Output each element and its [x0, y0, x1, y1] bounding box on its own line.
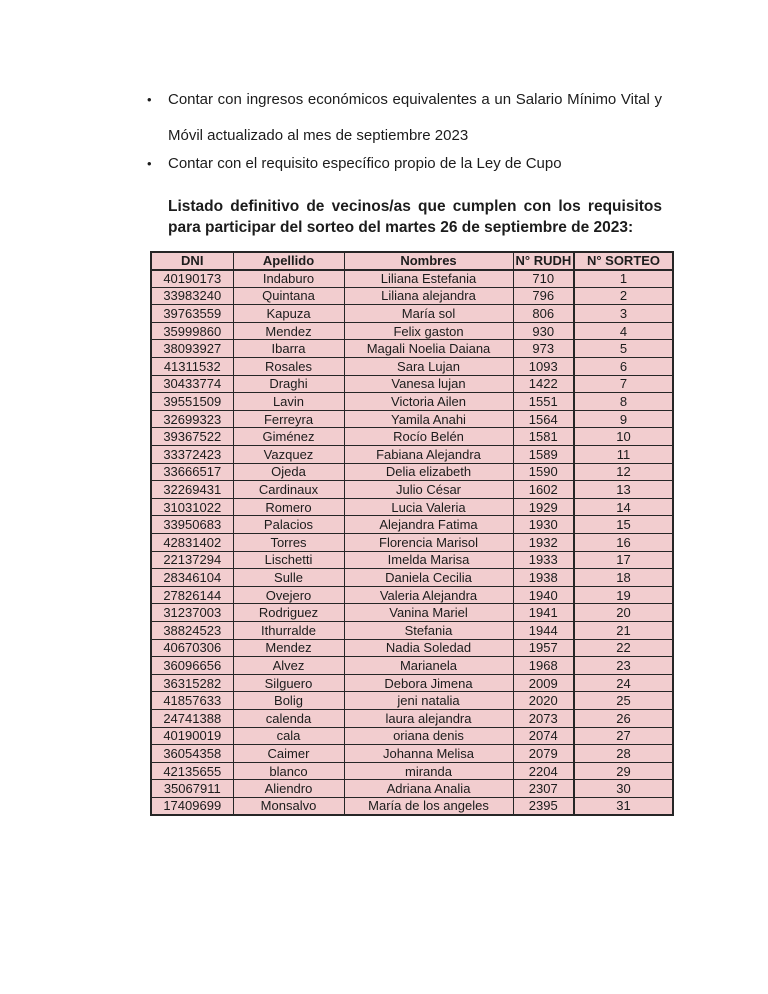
- bullet-item: [147, 146, 662, 182]
- cell-apellido: Sulle: [233, 569, 344, 587]
- table-row: [151, 639, 673, 657]
- cell-rudh: 1930: [513, 516, 574, 534]
- cell-sorteo: 12: [574, 463, 673, 481]
- cell-nombres: Marianela: [344, 657, 513, 675]
- cell-apellido: Monsalvo: [233, 797, 344, 815]
- cell-sorteo: 24: [574, 674, 673, 692]
- cell-rudh: 1944: [513, 621, 574, 639]
- cell-dni: 30433774: [151, 375, 233, 393]
- cell-nombres: Yamila Anahi: [344, 410, 513, 428]
- cell-rudh: 1940: [513, 586, 574, 604]
- column-header-sorteo: N° SORTEO: [574, 252, 673, 270]
- cell-rudh: 2307: [513, 780, 574, 798]
- cell-apellido: Ibarra: [233, 340, 344, 358]
- cell-nombres: María de los angeles: [344, 797, 513, 815]
- cell-dni: 17409699: [151, 797, 233, 815]
- column-header-rudh: N° RUDH: [513, 252, 574, 270]
- cell-rudh: 2079: [513, 745, 574, 763]
- cell-dni: 33983240: [151, 287, 233, 305]
- cell-nombres: Victoria Ailen: [344, 393, 513, 411]
- cell-sorteo: 25: [574, 692, 673, 710]
- cell-dni: 40670306: [151, 639, 233, 657]
- cell-nombres: Delia elizabeth: [344, 463, 513, 481]
- cell-sorteo: 10: [574, 428, 673, 446]
- cell-rudh: 1968: [513, 657, 574, 675]
- table-row: [151, 446, 673, 464]
- cell-rudh: 1564: [513, 410, 574, 428]
- cell-nombres: Imelda Marisa: [344, 551, 513, 569]
- cell-sorteo: 19: [574, 586, 673, 604]
- cell-apellido: Ovejero: [233, 586, 344, 604]
- cell-nombres: Adriana Analia: [344, 780, 513, 798]
- cell-nombres: Vanina Mariel: [344, 604, 513, 622]
- cell-dni: 28346104: [151, 569, 233, 587]
- table-row: [151, 692, 673, 710]
- table-body: [151, 270, 673, 815]
- cell-nombres: Liliana alejandra: [344, 287, 513, 305]
- cell-nombres: Felix gaston: [344, 322, 513, 340]
- cell-dni: 32699323: [151, 410, 233, 428]
- cell-apellido: Lischetti: [233, 551, 344, 569]
- cell-dni: 38093927: [151, 340, 233, 358]
- bullet-icon: •: [147, 156, 152, 171]
- cell-sorteo: 22: [574, 639, 673, 657]
- cell-apellido: Bolig: [233, 692, 344, 710]
- table-row: [151, 780, 673, 798]
- cell-nombres: Magali Noelia Daiana: [344, 340, 513, 358]
- cell-dni: 38824523: [151, 621, 233, 639]
- cell-sorteo: 7: [574, 375, 673, 393]
- cell-apellido: Rosales: [233, 358, 344, 376]
- cell-apellido: Mendez: [233, 639, 344, 657]
- table-row: [151, 534, 673, 552]
- cell-rudh: 973: [513, 340, 574, 358]
- cell-sorteo: 15: [574, 516, 673, 534]
- cell-apellido: Lavin: [233, 393, 344, 411]
- cell-rudh: 806: [513, 305, 574, 323]
- cell-rudh: 2020: [513, 692, 574, 710]
- cell-rudh: 710: [513, 270, 574, 288]
- cell-nombres: Florencia Marisol: [344, 534, 513, 552]
- column-header-nombres: Nombres: [344, 252, 513, 270]
- cell-dni: 33372423: [151, 446, 233, 464]
- cell-sorteo: 18: [574, 569, 673, 587]
- cell-nombres: Daniela Cecilia: [344, 569, 513, 587]
- cell-apellido: Ojeda: [233, 463, 344, 481]
- cell-apellido: Torres: [233, 534, 344, 552]
- cell-dni: 33666517: [151, 463, 233, 481]
- cell-rudh: 1590: [513, 463, 574, 481]
- cell-nombres: laura alejandra: [344, 709, 513, 727]
- table-row: [151, 586, 673, 604]
- cell-apellido: Indaburo: [233, 270, 344, 288]
- cell-sorteo: 28: [574, 745, 673, 763]
- cell-sorteo: 23: [574, 657, 673, 675]
- cell-apellido: Palacios: [233, 516, 344, 534]
- cell-nombres: Fabiana Alejandra: [344, 446, 513, 464]
- table-row: [151, 358, 673, 376]
- cell-apellido: Cardinaux: [233, 481, 344, 499]
- cell-sorteo: 31: [574, 797, 673, 815]
- cell-rudh: 2074: [513, 727, 574, 745]
- cell-apellido: Ferreyra: [233, 410, 344, 428]
- cell-dni: 24741388: [151, 709, 233, 727]
- cell-apellido: Giménez: [233, 428, 344, 446]
- cell-nombres: Alejandra Fatima: [344, 516, 513, 534]
- cell-rudh: 930: [513, 322, 574, 340]
- bullet-text: Contar con el requisito específico propio de la Ley de Cupo: [168, 155, 562, 172]
- cell-sorteo: 14: [574, 498, 673, 516]
- table-row: [151, 569, 673, 587]
- cell-sorteo: 17: [574, 551, 673, 569]
- cell-sorteo: 11: [574, 446, 673, 464]
- cell-sorteo: 1: [574, 270, 673, 288]
- table-row: [151, 322, 673, 340]
- cell-nombres: Julio César: [344, 481, 513, 499]
- cell-rudh: 1941: [513, 604, 574, 622]
- cell-rudh: 796: [513, 287, 574, 305]
- cell-dni: 41857633: [151, 692, 233, 710]
- cell-nombres: Valeria Alejandra: [344, 586, 513, 604]
- cell-apellido: Rodriguez: [233, 604, 344, 622]
- cell-nombres: oriana denis: [344, 727, 513, 745]
- cell-nombres: Stefania: [344, 621, 513, 639]
- cell-dni: 41311532: [151, 358, 233, 376]
- column-header-apellido: Apellido: [233, 252, 344, 270]
- cell-nombres: Johanna Melisa: [344, 745, 513, 763]
- cell-sorteo: 4: [574, 322, 673, 340]
- cell-apellido: Caimer: [233, 745, 344, 763]
- table-row: [151, 551, 673, 569]
- cell-sorteo: 2: [574, 287, 673, 305]
- cell-nombres: Sara Lujan: [344, 358, 513, 376]
- table-row: [151, 393, 673, 411]
- cell-dni: 40190173: [151, 270, 233, 288]
- cell-apellido: Kapuza: [233, 305, 344, 323]
- cell-rudh: 1093: [513, 358, 574, 376]
- cell-rudh: 1589: [513, 446, 574, 464]
- cell-rudh: 2204: [513, 762, 574, 780]
- cell-sorteo: 29: [574, 762, 673, 780]
- cell-rudh: 1957: [513, 639, 574, 657]
- cell-dni: 40190019: [151, 727, 233, 745]
- cell-dni: 35067911: [151, 780, 233, 798]
- cell-rudh: 2009: [513, 674, 574, 692]
- cell-dni: 31237003: [151, 604, 233, 622]
- cell-apellido: cala: [233, 727, 344, 745]
- cell-rudh: 1932: [513, 534, 574, 552]
- cell-apellido: Aliendro: [233, 780, 344, 798]
- cell-dni: 36315282: [151, 674, 233, 692]
- cell-apellido: Quintana: [233, 287, 344, 305]
- cell-nombres: Lucia Valeria: [344, 498, 513, 516]
- bullet-list: [147, 82, 662, 182]
- cell-apellido: Mendez: [233, 322, 344, 340]
- cell-sorteo: 9: [574, 410, 673, 428]
- cell-rudh: 1602: [513, 481, 574, 499]
- table-row: [151, 604, 673, 622]
- cell-nombres: miranda: [344, 762, 513, 780]
- table-row: [151, 375, 673, 393]
- table-row: [151, 762, 673, 780]
- bullet-icon: •: [147, 92, 152, 107]
- table-row: [151, 463, 673, 481]
- cell-sorteo: 5: [574, 340, 673, 358]
- cell-apellido: Draghi: [233, 375, 344, 393]
- cell-nombres: María sol: [344, 305, 513, 323]
- table-row: [151, 428, 673, 446]
- cell-dni: 42135655: [151, 762, 233, 780]
- cell-sorteo: 3: [574, 305, 673, 323]
- table-row: [151, 498, 673, 516]
- cell-sorteo: 13: [574, 481, 673, 499]
- cell-sorteo: 16: [574, 534, 673, 552]
- cell-rudh: 1929: [513, 498, 574, 516]
- cell-apellido: calenda: [233, 709, 344, 727]
- cell-rudh: 1551: [513, 393, 574, 411]
- table-row: [151, 305, 673, 323]
- cell-apellido: Silguero: [233, 674, 344, 692]
- table-header-row: [151, 252, 673, 270]
- table-row: [151, 709, 673, 727]
- table-row: [151, 674, 673, 692]
- cell-apellido: Vazquez: [233, 446, 344, 464]
- cell-sorteo: 30: [574, 780, 673, 798]
- cell-nombres: Debora Jimena: [344, 674, 513, 692]
- cell-dni: 39763559: [151, 305, 233, 323]
- cell-apellido: Alvez: [233, 657, 344, 675]
- table-row: [151, 410, 673, 428]
- table-row: [151, 797, 673, 815]
- cell-rudh: 1933: [513, 551, 574, 569]
- bullet-text: Contar con ingresos económicos equivalentes a un Salario Mínimo Vital y Móvil actualizado al mes de septiembre 2023: [168, 91, 662, 144]
- cell-apellido: Romero: [233, 498, 344, 516]
- cell-sorteo: 21: [574, 621, 673, 639]
- cell-rudh: 1422: [513, 375, 574, 393]
- column-header-dni: DNI: [151, 252, 233, 270]
- cell-dni: 33950683: [151, 516, 233, 534]
- cell-dni: 39367522: [151, 428, 233, 446]
- cell-nombres: jeni natalia: [344, 692, 513, 710]
- cell-sorteo: 26: [574, 709, 673, 727]
- cell-sorteo: 20: [574, 604, 673, 622]
- table-row: [151, 657, 673, 675]
- table-row: [151, 745, 673, 763]
- cell-dni: 31031022: [151, 498, 233, 516]
- cell-sorteo: 8: [574, 393, 673, 411]
- table-row: [151, 727, 673, 745]
- cell-sorteo: 6: [574, 358, 673, 376]
- cell-dni: 39551509: [151, 393, 233, 411]
- cell-dni: 42831402: [151, 534, 233, 552]
- cell-sorteo: 27: [574, 727, 673, 745]
- table-row: [151, 287, 673, 305]
- bullet-item: [147, 82, 662, 154]
- cell-dni: 35999860: [151, 322, 233, 340]
- table-row: [151, 270, 673, 288]
- table-row: [151, 481, 673, 499]
- cell-nombres: Rocío Belén: [344, 428, 513, 446]
- table-row: [151, 516, 673, 534]
- participants-table: [150, 251, 674, 816]
- cell-rudh: 1581: [513, 428, 574, 446]
- cell-apellido: Ithurralde: [233, 621, 344, 639]
- cell-rudh: 1938: [513, 569, 574, 587]
- cell-dni: 36054358: [151, 745, 233, 763]
- cell-dni: 32269431: [151, 481, 233, 499]
- cell-apellido: blanco: [233, 762, 344, 780]
- cell-dni: 27826144: [151, 586, 233, 604]
- cell-nombres: Vanesa lujan: [344, 375, 513, 393]
- cell-dni: 36096656: [151, 657, 233, 675]
- table-row: [151, 340, 673, 358]
- list-heading: Listado definitivo de vecinos/as que cumplen con los requisitos para participar del sorteo del martes 26 de septiembre de 2023:: [168, 198, 662, 236]
- cell-rudh: 2395: [513, 797, 574, 815]
- table-row: [151, 621, 673, 639]
- cell-nombres: Nadia Soledad: [344, 639, 513, 657]
- document-body: [147, 82, 662, 238]
- cell-rudh: 2073: [513, 709, 574, 727]
- cell-dni: 22137294: [151, 551, 233, 569]
- cell-nombres: Liliana Estefania: [344, 270, 513, 288]
